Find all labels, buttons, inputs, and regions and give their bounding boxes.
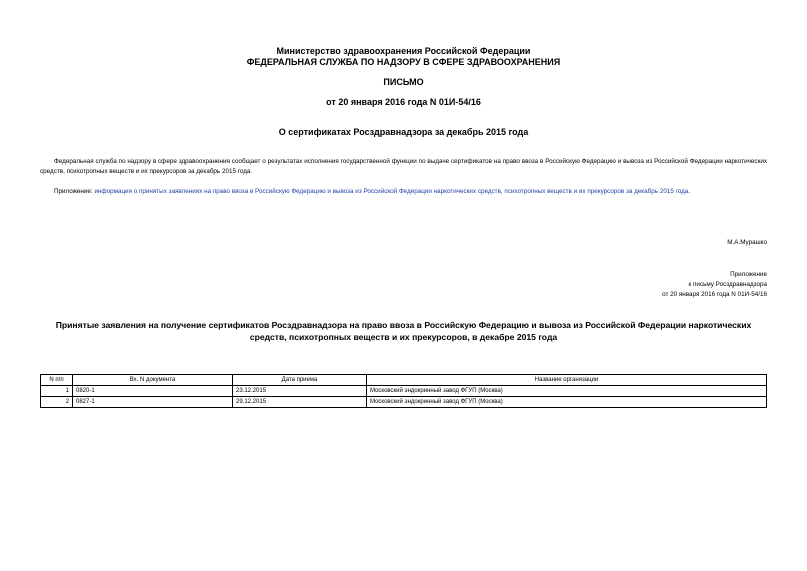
- cell-organization: Московский эндокринный завод ФГУП (Москва): [367, 386, 767, 397]
- attachment-paragraph: [40, 187, 767, 197]
- applications-table: [40, 374, 767, 408]
- attachment-link[interactable]: информация о принятых заявлениях на право ввоза в Российскую Федерацию и вывоза из Российской Федерации наркотических средств, психотропных веществ и их прекурсоров за декабрь 2015 года: [94, 188, 689, 195]
- document-date-number: от 20 января 2016 года N 01И-54/16: [326, 97, 481, 107]
- appendix-line-1: Приложение: [730, 271, 767, 278]
- column-header-organization: Название организации: [367, 375, 767, 386]
- cell-date: 23.12.2015: [233, 386, 367, 397]
- document-subject: О сертификатах Росздравнадзора за декабрь 2015 года: [278, 127, 529, 137]
- column-header-number: N п/п: [41, 375, 73, 386]
- table-row: [41, 386, 767, 397]
- appendix-header: [662, 270, 767, 300]
- cell-organization: Московский эндокринный завод ФГУП (Москва): [367, 397, 767, 408]
- cell-date: 29.12.2015: [233, 397, 367, 408]
- column-header-date: Дата приема: [233, 375, 367, 386]
- cell-doc-number: 0827-1: [73, 397, 233, 408]
- column-header-doc-number: Вх. N документа: [73, 375, 233, 386]
- appendix-line-3: от 20 января 2016 года N 01И-54/16: [662, 291, 767, 298]
- body-paragraph: Федеральная служба по надзору в сфере здравоохранения сообщает о результатах исполнения государственной функции по выдаче сертификатов на право ввоза в Российскую Федерацию и вывоза из Российской Федерации наркотических средств, психотропных веществ и их прекурсоров за декабрь 2015 года.: [40, 158, 767, 175]
- ministry-name: Министерство здравоохранения Российской Федерации: [276, 46, 531, 56]
- attachment-suffix: .: [688, 188, 691, 195]
- appendix-title: Принятые заявления на получение сертификатов Росздравнадзора на право ввоза в Российскую Федерацию и вывоза из Российской Федерации наркотических средств, психотропных веществ и их прекурсоров, в декабре 2015 года: [55, 320, 752, 342]
- cell-doc-number: 0820-1: [73, 386, 233, 397]
- table-row: [41, 397, 767, 408]
- table-header-row: [41, 375, 767, 386]
- cell-number: 1: [41, 386, 73, 397]
- document-type: ПИСЬМО: [383, 77, 424, 87]
- attachment-prefix: Приложение:: [54, 188, 95, 195]
- service-name: ФЕДЕРАЛЬНАЯ СЛУЖБА ПО НАДЗОРУ В СФЕРЕ ЗДРАВООХРАНЕНИЯ: [246, 57, 561, 67]
- appendix-line-2: к письму Росздравнадзора: [688, 281, 767, 288]
- cell-number: 2: [41, 397, 73, 408]
- signature: М.А.Мурашко: [727, 239, 767, 246]
